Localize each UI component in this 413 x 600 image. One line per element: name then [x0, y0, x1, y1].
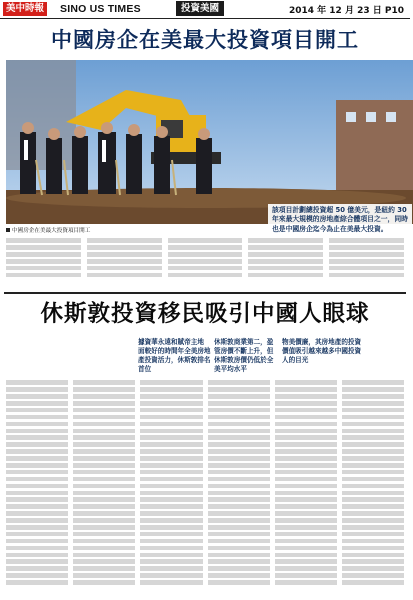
photo-caption	[6, 226, 90, 234]
story2-headline: 休斯敦投資移民吸引中國人眼球	[40, 301, 370, 327]
section-divider	[4, 292, 406, 294]
photo-caption-text: 中國房企在美最大投資項目開工	[12, 228, 91, 234]
masthead	[0, 0, 410, 19]
story2-column	[73, 378, 135, 596]
story2-column	[140, 378, 202, 596]
story1-column	[6, 236, 81, 288]
story2-deck: 據資華永遠和賦帝主地 面較好的時間年全美房地產投資活力，休斯敦排名首位	[138, 338, 211, 373]
newspaper-logo: 美中時報	[3, 2, 47, 16]
photo-illustration	[6, 60, 413, 224]
story1-body	[6, 236, 404, 288]
story2-column	[208, 378, 270, 596]
story2-column	[6, 378, 68, 596]
story1-column	[168, 236, 243, 288]
story1-column	[87, 236, 162, 288]
story1-column	[248, 236, 323, 288]
story1-headline: 中國房企在美最大投資項目開工	[51, 28, 359, 52]
story2-deck: 物美價廉，其房地產的投資價值吸引越來越多中國投資人的目光	[282, 338, 362, 364]
story1-column	[329, 236, 404, 288]
page-dateline: 2014 年 12 月 23 日 P10	[288, 6, 404, 16]
caption-bullet-icon	[6, 228, 10, 232]
story2-column	[275, 378, 337, 596]
brand-name: SINO US TIMES	[60, 3, 141, 15]
section-label: 投資美國	[176, 1, 224, 16]
photo-overlay-caption: 該項目計劃總投資超 50 億美元，是紐約 30 年來最大規模的房地產綜合體項目之一，同時也是中國房企迄今為止在美最大投資。	[268, 204, 412, 246]
story2-column	[342, 378, 404, 596]
story2-body	[6, 378, 404, 596]
story2-deck: 休斯敦商業第二，盈管房價不斷上升，但休斯敦房價仍低於全美平均水平	[214, 338, 274, 373]
